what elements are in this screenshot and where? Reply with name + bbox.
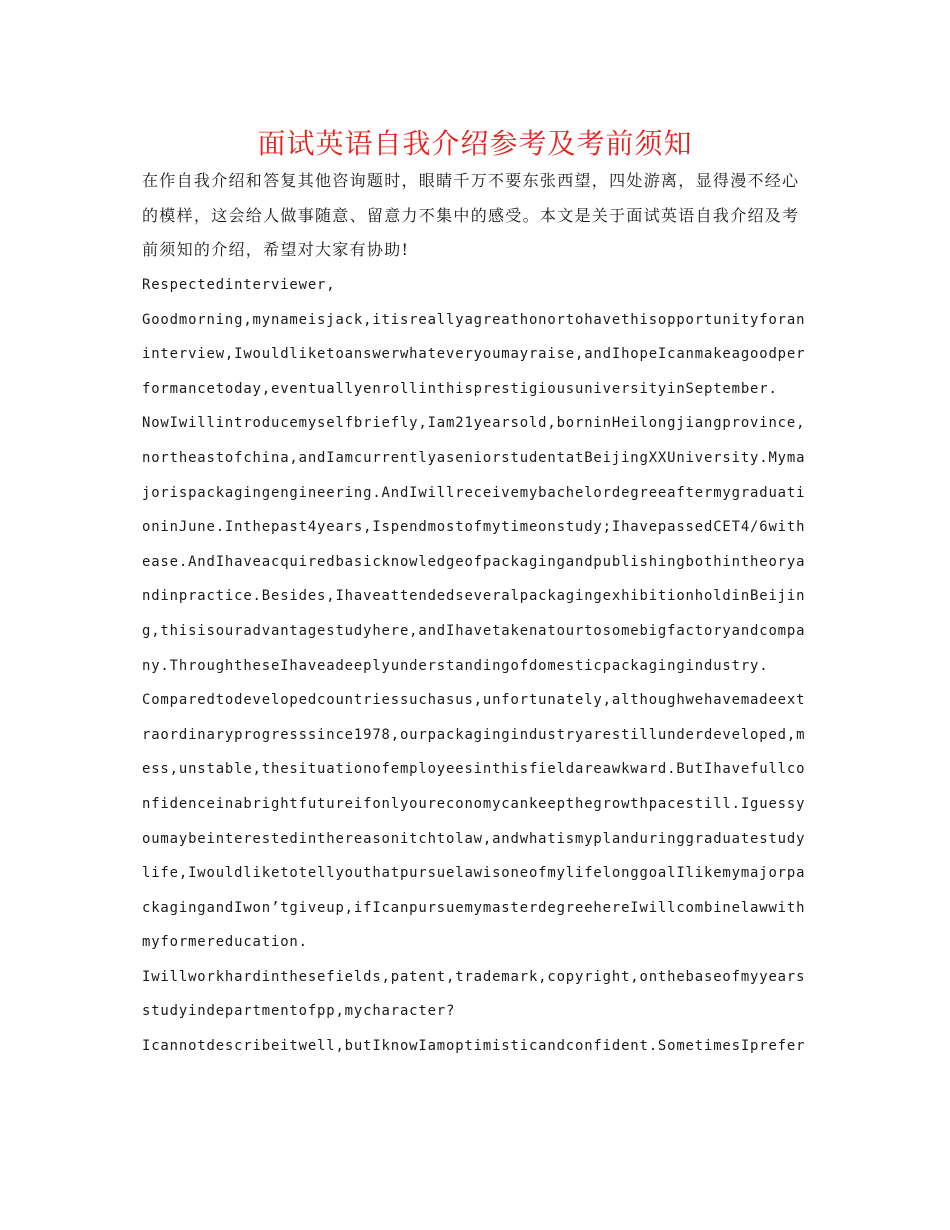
body-paragraph-character: Icannotdescribeitwell,butIknowIamoptimisticandconfident.SometimesIprefer [142, 1038, 806, 1055]
body-paragraph-industry: Comparedtodevelopedcountriessuchasus,unfortunately,althoughwehavemadeextraordinaryprogresssince1978,ourpackagingindustryarestillunderdeveloped,mess,unstable,thesituationofemployeesinthisfieldareawkward.ButIhavefullconfidenceinabrightfutureifonlyoureconomycankeepthegrowthpacestill.Iguessyoumaybeinterestedinthereasonitchtolaw,andwhatismyplanduringgraduatestudylife,IwouldliketotellyouthatpursuelawisoneofmylifelonggoalIlikemymajorpackagingandIwon’tgiveup,ifIcanpursuemymasterdegreehereIwillcombinelawwithmyformereducation. [142, 692, 806, 951]
body-paragraph-introduction: NowIwillintroducemyselfbriefly,Iam21yearsold,borninHeilongjiangprovince,northeastofchina,andIamcurrentlyaseniorstudentatBeijingXXUniversity.Mymajorispackagingengineering.AndIwillreceivemybachelordegreeaftermygraduationinJune.Inthepast4years,Ispendmostofmytimeonstudy;IhavepassedCET4/6withease.AndIhaveacquiredbasicknowledgeofpackagingandpublishingbothintheoryandinpractice.Besides,IhaveattendedseveralpackagingexhibitionholdinBeijing,thisisouradvantagestudyhere,andIhavetakenatourtosomebigfactoryandcompany.ThroughtheseIhaveadeeplyunderstandingofdomesticpackagingindustry. [142, 415, 806, 674]
document-title: 面试英语自我介绍参考及考前须知 [257, 127, 693, 160]
body-paragraph-fields: Iwillworkhardinthesefields,patent,trademark,copyright,onthebaseofmyyearsstudyindepartmentofpp,mycharacter? [142, 968, 806, 1020]
body-paragraph-greeting: Goodmorning,mynameisjack,itisreallyagreathonortohavethisopportunityforaninterview,Iwouldliketoanswerwhateveryoumayraise,andIhopeIcanmakeagoodperformancetoday,eventuallyenrollinthisprestigiousuniversityinSeptember. [142, 311, 806, 397]
intro-paragraph: 在作自我介绍和答复其他咨询题时，眼睛千万不要东张西望，四处游离，显得漫不经心的模样，这会给人做事随意、留意力不集中的感受。本文是关于面试英语自我介绍及考前须知的介绍，希望对大家有协助! [142, 171, 800, 259]
body-paragraph-salutation: Respectedinterviewer, [142, 277, 336, 293]
document-body [142, 268, 814, 1064]
